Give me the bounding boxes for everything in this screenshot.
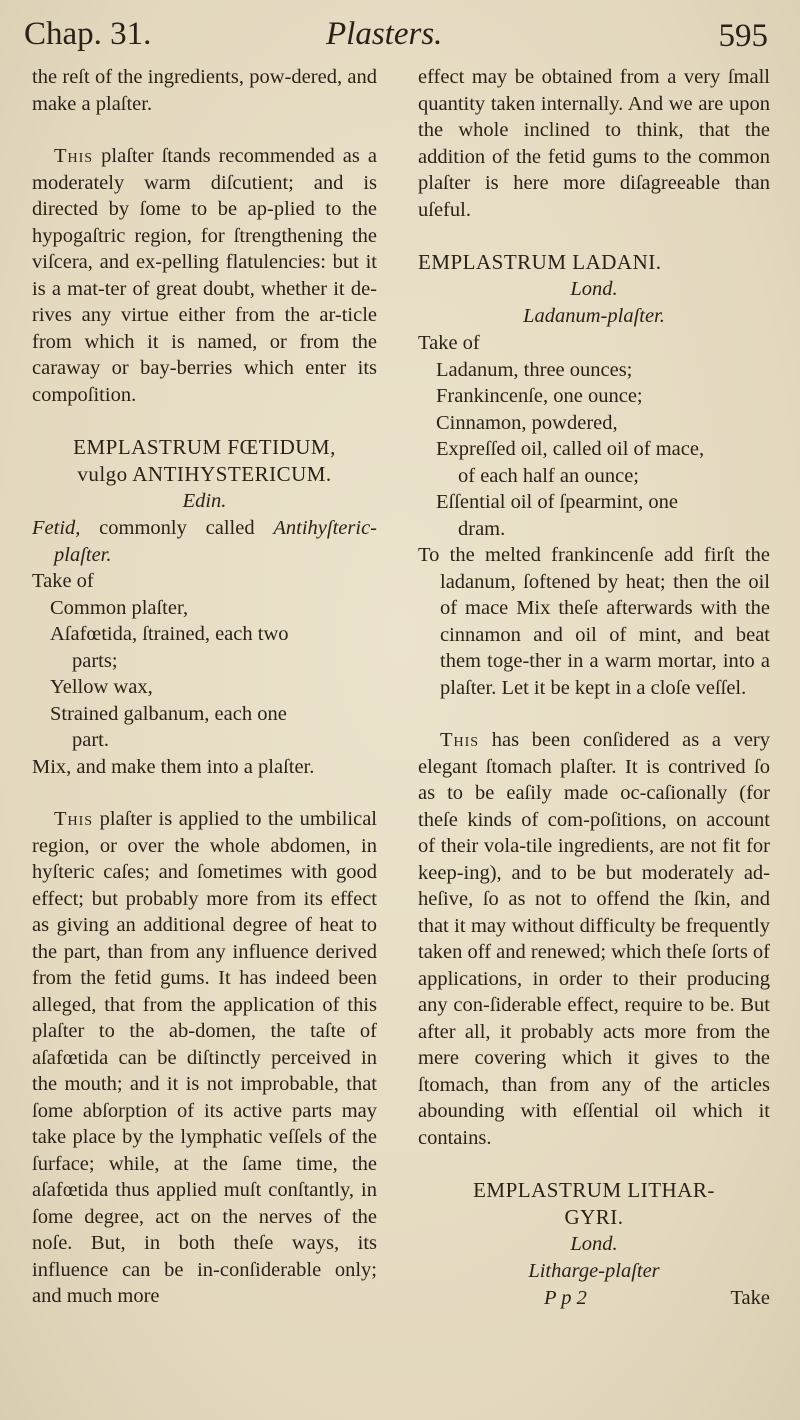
running-head	[0, 8, 800, 58]
recipe-heading-ladani: EMPLASTRUM LADANI.	[418, 250, 662, 274]
ingredient-item: Strained galbanum, each one	[50, 702, 287, 725]
running-title: Plasters.	[326, 16, 443, 52]
right-column	[418, 64, 770, 1311]
ingredient-item-continued: dram.	[458, 517, 506, 540]
take-of-label: Take of	[418, 332, 480, 354]
right-paragraph-continued: effect may be obtained from a very ſmall quantity taken internally. And we are upon the whole inclined to think, that the addition of the fetid gums to the common plaſter is here more diſagreeable than uſeful.	[418, 66, 770, 221]
ingredient-item: Cinnamon, powdered,	[436, 411, 618, 434]
alias-connector: commonly called	[80, 517, 274, 539]
left-paragraph-commentary	[32, 143, 377, 408]
paragraph-lead-word: This	[54, 808, 94, 830]
recipe-source: Lond.	[570, 1233, 618, 1255]
recipe-directions: To the melted frankincenſe add firſt the ladanum, ſoftened by heat; then the oil of mace Mix theſe afterwards with the cinnamon and oil of mint, and beat them toge-ther in a warm mortar, into a plaſter. Let it be kept in a cloſe veſſel.	[418, 544, 770, 699]
recipe-directions: Mix, and make them into a plaſter.	[32, 755, 315, 778]
recipe-heading-antihystericum: vulgo ANTIHYSTERICUM.	[77, 462, 332, 486]
recipe-alias: Ladanum-plaſter.	[523, 305, 665, 327]
ingredient-item-continued: part.	[72, 729, 109, 751]
recipe-heading-lithargyri-continued: GYRI.	[564, 1205, 624, 1229]
chapter-label: Chap. 31.	[24, 16, 152, 52]
ingredient-item-continued: of each half an ounce;	[458, 464, 639, 487]
recipe-source: Edin.	[182, 490, 227, 512]
paragraph-text: has been conſidered as a very elegant ſtomach plaſter. It is contrived ſo as to be eaſily made oc-caſionally (for theſe kinds of com-poſitions, on account of their vola-tile ingredients, are not fit for keep-ing), and to be but moderately ad-heſive, ſo as not to offend the ſkin, and that it may without difficulty be frequently taken off and renewed; which theſe ſorts of applications, in order to their producing any con-ſiderable effect, require to be. But after all, it probably acts more from the mere covering which it gives to the ſtomach, than from any of the articles abounding with eſſential oil which it contains.	[418, 729, 771, 1149]
paragraph-lead-word: This	[54, 145, 94, 167]
paragraph-text: plaſter ſtands recommended as a moderately warm diſcutient; and is directed by ſome to be ap-plied to the hypogaſtric region, for ſtrengthening the viſcera, and ex-pelling flatulencies: but it is a mat-ter of great doubt, whether it de-rives any virtue either from the ar-ticle from which it is named, or from the caraway or bay-berries which enter its compoſition.	[32, 145, 377, 406]
alias-fetid: Fetid,	[32, 517, 81, 539]
right-paragraph-commentary	[418, 727, 770, 1151]
paragraph-lead-word: This	[440, 729, 480, 751]
left-paragraph-continued: the reſt of the ingredients, pow-dered, and make a plaſter.	[32, 66, 377, 115]
paragraph-text: plaſter is applied to the umbilical region, or over the whole abdomen, in hyſteric caſes; and ſometimes with good effect; but probably more from its effect as giving an additional degree of heat to the part, than from any influence derived from the fetid gums. It has indeed been alleged, that from the application of this plaſter to the ab-domen, the taſte of aſafœtida can be diſtinctly perceived in the mouth; and it is not improbable, that ſome abſorption of its active parts may take place by the lymphatic veſſels of the ſurface; while, at the ſame time, the aſafœtida thus applied muſt conſtantly, in ſome degree, act on the nerves of the noſe. But, in both theſe ways, its influence can be in-conſiderable only; and much more	[32, 808, 378, 1307]
page-number: 595	[718, 18, 768, 54]
recipe-alias	[32, 515, 377, 568]
recipe-heading-lithargyri: EMPLASTRUM LITHAR-	[473, 1178, 715, 1202]
recipe-alias: Litharge-plaſter	[528, 1260, 660, 1282]
page-footer-line	[418, 1285, 770, 1311]
ingredient-item: Eſſential oil of ſpearmint, one	[436, 491, 678, 513]
ingredient-item-continued: parts;	[72, 649, 118, 672]
alias-name: Antihyſteric-plaſter.	[54, 517, 377, 566]
ingredient-item: Ladanum, three ounces;	[436, 358, 633, 381]
left-column	[32, 64, 377, 1310]
ingredient-item: Aſafœtida, ſtrained, each two	[50, 623, 289, 645]
take-of-label: Take of	[32, 570, 94, 592]
recipe-source: Lond.	[570, 278, 618, 300]
ingredient-item: Frankincenſe, one ounce;	[436, 385, 643, 407]
ingredient-item: Common plaſter,	[50, 596, 189, 619]
ingredient-item: Yellow wax,	[50, 676, 153, 698]
ingredient-item: Expreſſed oil, called oil of mace,	[436, 438, 705, 460]
signature-mark: P p 2	[544, 1287, 587, 1309]
recipe-heading-foetidum: EMPLASTRUM FŒTIDUM,	[73, 435, 336, 459]
left-paragraph-commentary-2	[32, 806, 377, 1310]
catchword: Take	[730, 1287, 770, 1309]
